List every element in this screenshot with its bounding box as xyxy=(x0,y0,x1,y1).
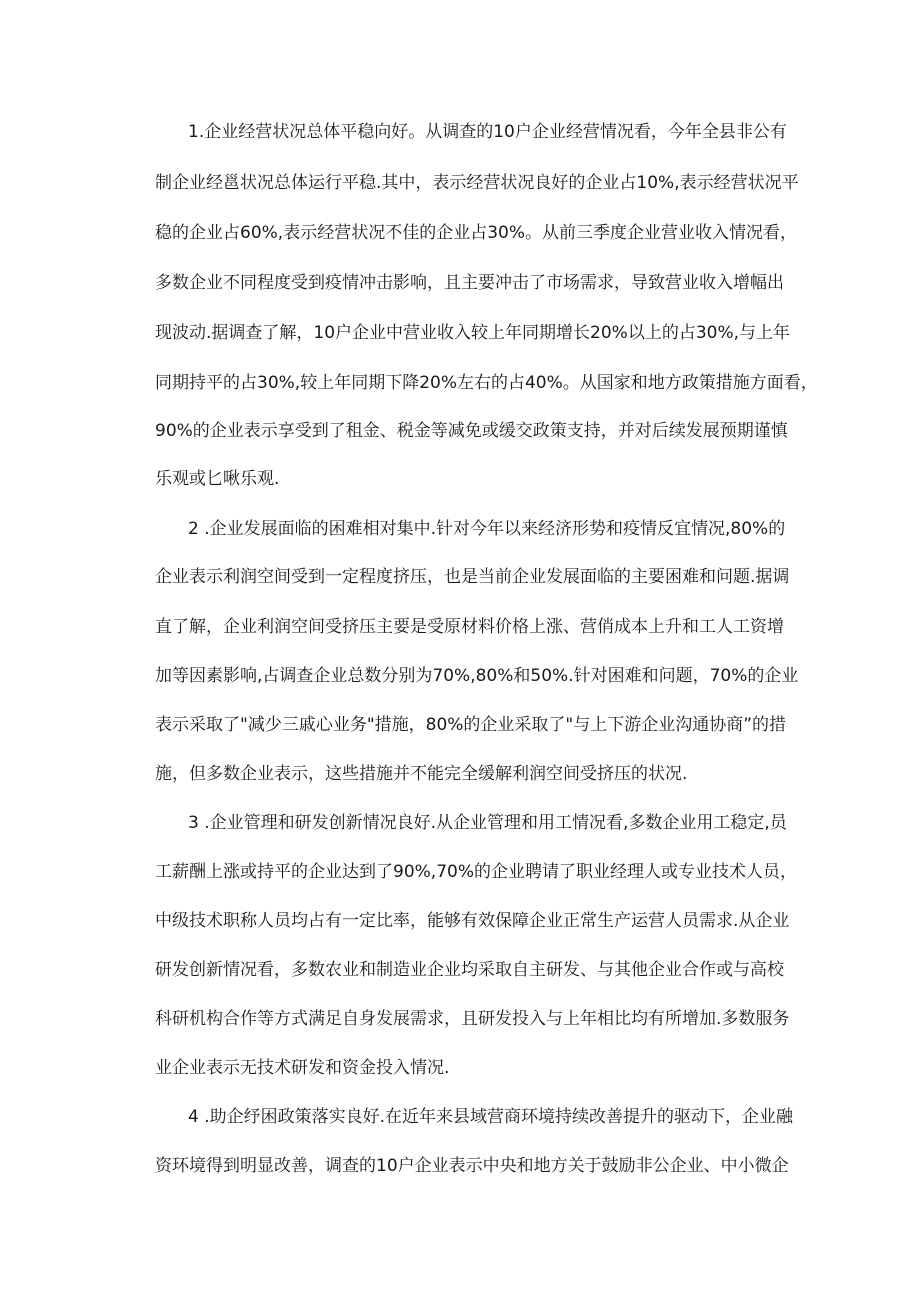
paragraph-line: 2 .企业发展面临的困难相对集中.针对今年以来经济形势和疫情反宜情况,80%的 xyxy=(188,519,786,539)
paragraph-line: 稳的企业占60%,表示经营状况不佳的企业占30%。从前三季度企业营业收入情况看， xyxy=(155,223,797,243)
paragraph-line: 90%的企业表示享受到了租金、税金等减免或缓交政策支持，并对后续发展预期谨慎 xyxy=(155,421,788,441)
paragraph-line: 4 .助企纾困政策落实良好.在近年来县域营商环境持续改善提升的驱动下，企业融 xyxy=(188,1107,794,1127)
paragraph-line: 研发创新情况看，多数农业和制造业企业均采取自主研发、与其他企业合作或与高校 xyxy=(155,960,784,980)
paragraph-line: 多数企业不同程度受到疫情冲击影响，且主要冲击了市场需求，导致营业收入增幅出 xyxy=(155,273,784,293)
paragraph-line: 同期持平的占30%,较上年同期下降20%左右的占40%。从国家和地方政策措施方面看， xyxy=(155,373,818,393)
paragraph-line: 中级技术职称人员均占有一定比率，能够有效保障企业正常生产运营人员需求.从企业 xyxy=(155,911,790,931)
paragraph-line: 工薪酬上涨或持平的企业达到了90%,70%的企业聘请了职业经理人或专业技术人员， xyxy=(155,862,797,882)
paragraph-line: 制企业经邕状况总体运行平稳.其中，表示经营状况良好的企业占10%,表示经营状况平 xyxy=(155,173,799,193)
paragraph-line: 资环境得到明显改善，调查的10户企业表示中央和地方关于鼓励非公企业、中小微企 xyxy=(155,1156,789,1176)
paragraph-line: 施，但多数企业表示，这些措施并不能完全缓解利润空间受挤压的状况. xyxy=(155,764,688,784)
paragraph-line: 乐观或匕啾乐观. xyxy=(155,469,280,489)
paragraph-line: 业企业表示无技术研发和资金投入情况. xyxy=(155,1058,450,1078)
paragraph-line: 3 .企业管理和研发创新情况良好.从企业管理和用工情况看,多数企业用工稳定,员 xyxy=(188,813,787,833)
paragraph-line: 1.企业经营状况总体平稳向好。从调查的10户企业经营情况看，今年全县非公有 xyxy=(188,122,787,142)
paragraph-line: 现波动.据调查了解，10户企业中营业收入较上年同期增长20%以上的占30%,与上年 xyxy=(155,323,791,343)
paragraph-line: 加等因素影响,占调查企业总数分别为70%,80%和50%.针对困难和问题，70%的企业 xyxy=(155,666,799,686)
paragraph-line: 直了解，企业利润空间受挤压主要是受原材料价格上涨、营俏成本上升和工人工资增 xyxy=(155,617,784,637)
paragraph-line: 科研机构合作等方式满足自身发展需求，且研发投入与上年相比均有所增加.多数服务 xyxy=(155,1009,790,1029)
paragraph-line: 企业表示利润空间受到一定程度挤压，也是当前企业发展面临的主要困难和问题.据调 xyxy=(155,567,790,587)
paragraph-line: 表示采取了"减少三戚心业务"措施，80%的企业采取了"与上下游企业沟通协商”的措 xyxy=(155,715,787,735)
